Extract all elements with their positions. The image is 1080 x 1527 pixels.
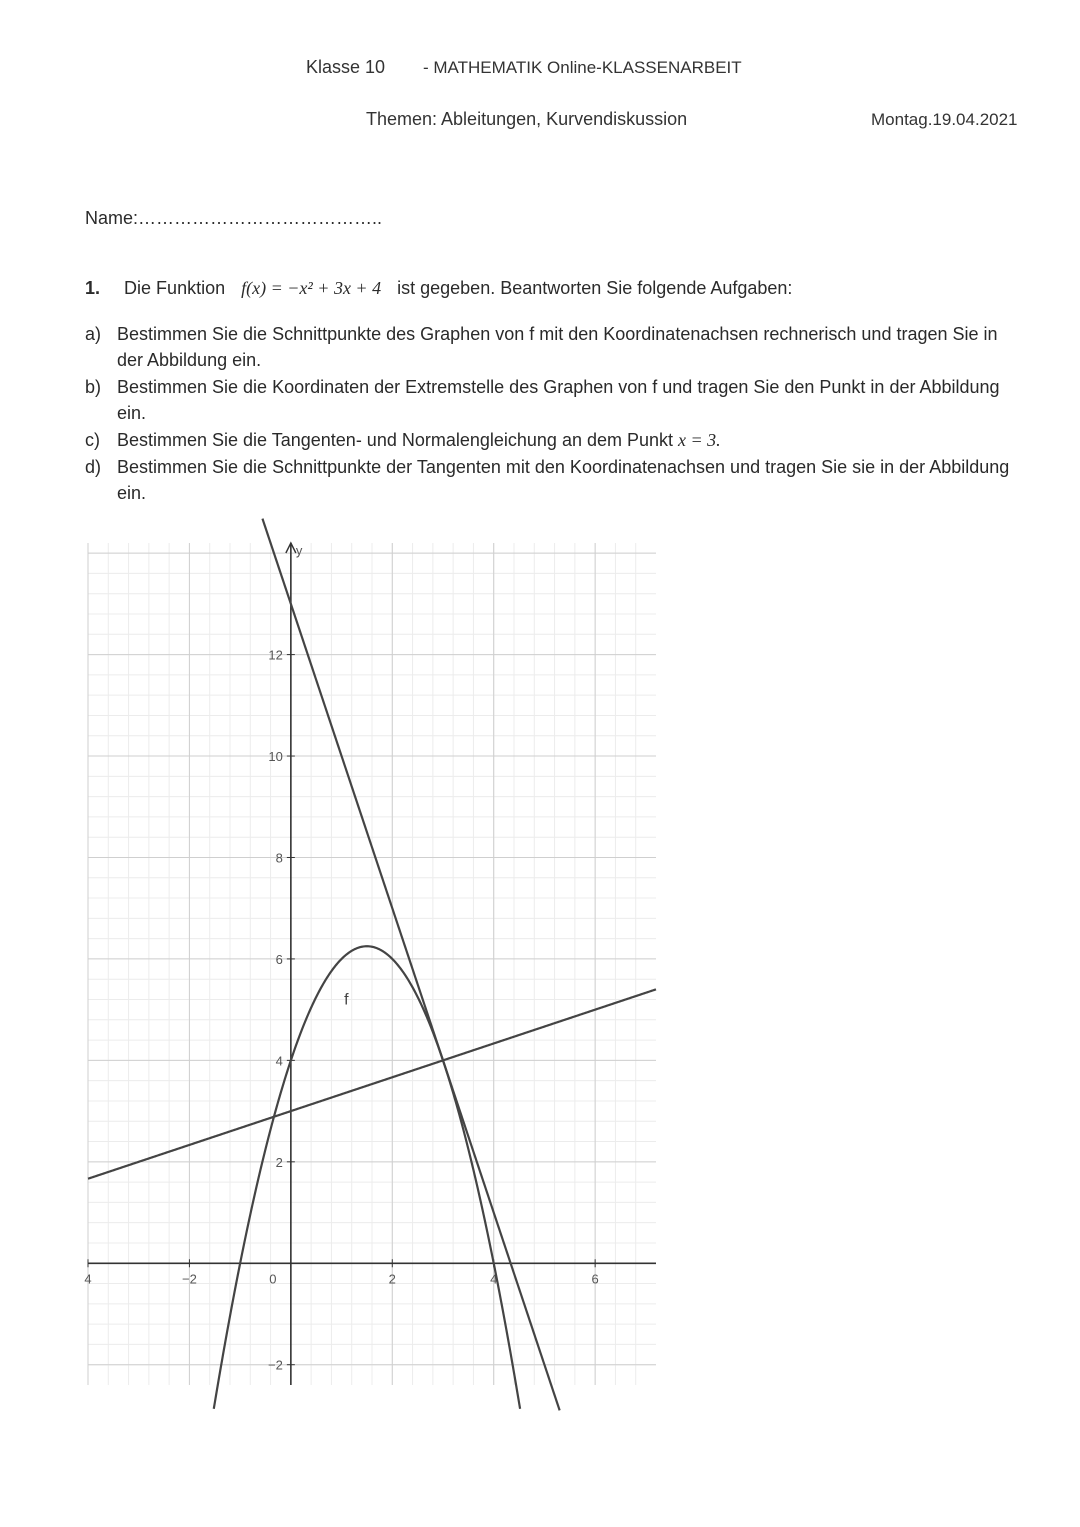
name-field[interactable] [85,208,382,229]
name-label: Name: [85,208,139,228]
item-b-text: Bestimmen Sie die Koordinaten der Extremstelle des Graphen von f und tragen Sie den Punkt in der Abbildung ein. [117,377,1000,423]
item-c-body: Bestimmen Sie die Tangenten- und Normalengleichung an dem Punkt [117,430,674,450]
y-tick-label: 12 [268,647,283,663]
x-tick-label: −2 [182,1271,197,1287]
task-number: 1. [85,278,101,298]
y-tick-label: 2 [275,1154,283,1170]
name-dots: ………………………………….. [138,208,383,228]
function-plot [84,543,656,1385]
function-formula: f(x) = −x² + 3x + 4 [241,278,382,298]
curve-tangent [262,519,559,1411]
item-d-text: Bestimmen Sie die Schnittpunkte der Tangenten mit den Koordinatenachsen und tragen Sie sie in der Abbildung ein. [117,457,1010,503]
item-c-label: c) [85,430,100,450]
topics: Themen: Ableitungen, Kurvendiskussion [366,109,688,129]
exam-date: Montag.19.04.2021 [871,110,1018,129]
task-intro [85,278,792,299]
class-label: Klasse 10 [306,57,386,77]
y-axis-label: y [295,543,303,558]
y-tick-label: 10 [268,749,283,765]
curve-label-f: f [344,991,349,1009]
y-tick-label: −2 [268,1357,283,1373]
curve-f [214,946,520,1409]
y-tick-label: 8 [275,850,283,866]
item-a-label: a) [85,324,102,344]
item-c-text [117,427,1017,453]
item-c-math: x = 3. [678,430,721,450]
exam-title: - MATHEMATIK Online-KLASSENARBEIT [423,58,742,77]
item-b-label: b) [85,377,102,397]
y-tick-label: 6 [275,951,283,967]
x-tick-label: 6 [591,1271,599,1287]
y-tick-label: 4 [275,1053,283,1069]
x-tick-label: 2 [388,1271,396,1287]
item-d-label: d) [85,457,102,477]
task-intro-before: Die Funktion [124,278,226,298]
x-tick-label: 4 [490,1271,498,1287]
task-intro-after: ist gegeben. Beantworten Sie folgende Aufgaben: [397,278,793,298]
x-tick-label: 0 [269,1271,277,1287]
item-a-text: Bestimmen Sie die Schnittpunkte des Graphen von f mit den Koordinatenachsen rechnerisch und tragen Sie in der Abbildung ein. [117,324,998,370]
x-tick-label: 4 [84,1271,92,1287]
